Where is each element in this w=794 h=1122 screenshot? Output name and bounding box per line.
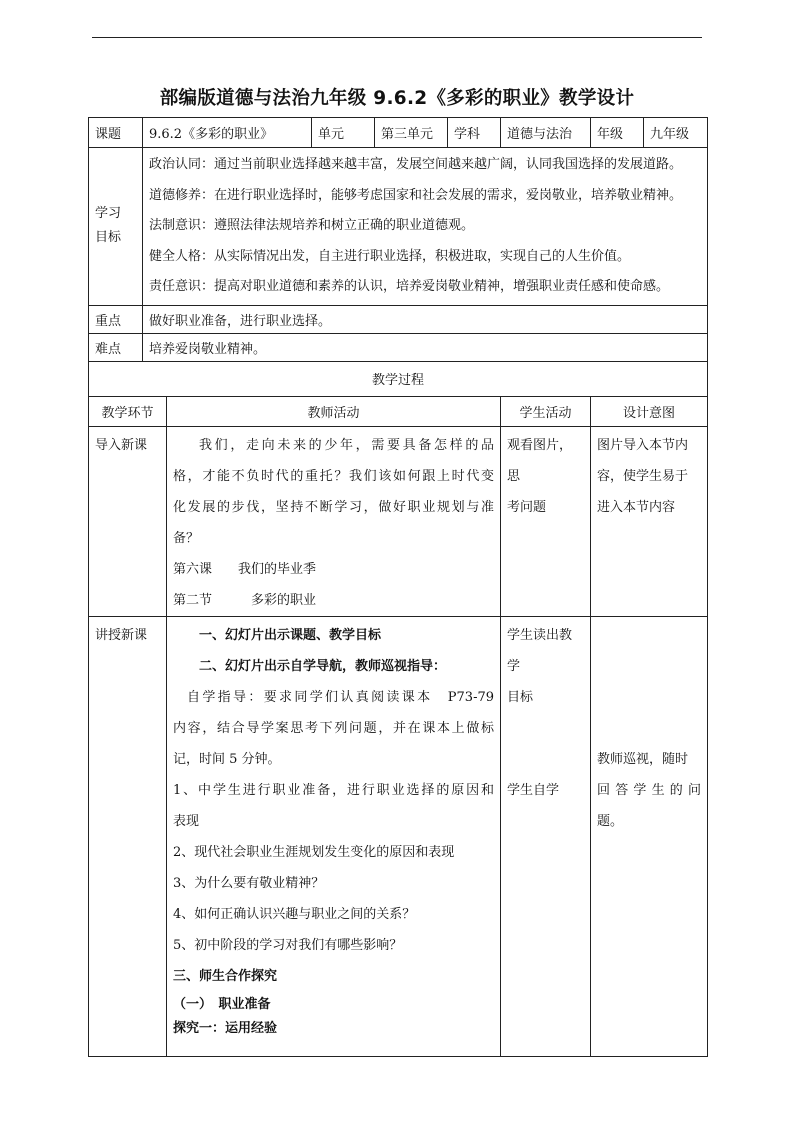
objectives-label: 学习 目标 bbox=[89, 148, 143, 306]
column-student: 学生活动 bbox=[501, 396, 591, 426]
subject-label: 学科 bbox=[448, 118, 501, 148]
text-line: 教师巡视，随时 bbox=[597, 751, 689, 767]
lesson-student bbox=[501, 616, 591, 1056]
text-line: 二、幻灯片出示自学导航，教师巡视指导： bbox=[199, 658, 447, 674]
text-line: 探究一：运用经验 bbox=[173, 1020, 278, 1036]
lesson-plan-table bbox=[88, 117, 708, 1057]
text-line: 第二节 多彩的职业 bbox=[173, 592, 317, 608]
text-line: 一、幻灯片出示课题、教学目标 bbox=[199, 627, 382, 643]
text-line: 目标 bbox=[507, 689, 534, 705]
key-point-row bbox=[89, 305, 708, 333]
column-header-row bbox=[89, 396, 708, 426]
objective-item: 政治认同：通过当前职业选择越来越丰富，发展空间越来越广阔，认同我国选择的发展道路。 bbox=[149, 157, 683, 172]
text-line: 格，才能不负时代的重托？我们该如何跟上时代变 bbox=[173, 468, 495, 484]
text-line: 图片导入本节内 bbox=[597, 437, 689, 453]
intro-teacher bbox=[167, 426, 501, 616]
grade-label: 年级 bbox=[591, 118, 644, 148]
intent-spacer bbox=[597, 620, 701, 744]
topic-label: 课题 bbox=[89, 118, 143, 148]
lesson-intent bbox=[591, 616, 708, 1056]
column-intent: 设计意图 bbox=[591, 396, 708, 426]
lesson-stage: 讲授新课 bbox=[89, 616, 167, 1056]
header-row bbox=[89, 118, 708, 148]
objective-item: 健全人格：从实际情况出发，自主进行职业选择，积极进取，实现自己的人生价值。 bbox=[149, 248, 631, 264]
text-line: 1、中学生进行职业准备，进行职业选择的原因和 bbox=[173, 782, 495, 798]
text-line: 我们，走向未来的少年，需要具备怎样的品 bbox=[199, 437, 495, 453]
text-line: 内容，结合导学案思考下列问题，并在课本上做标 bbox=[173, 720, 495, 736]
lesson-teacher bbox=[167, 616, 501, 1056]
key-point-value: 做好职业准备，进行职业选择。 bbox=[143, 305, 708, 333]
text-line: 2、现代社会职业生涯规划发生变化的原因和表现 bbox=[173, 844, 455, 860]
difficulty-row bbox=[89, 333, 708, 361]
difficulty-value: 培养爱岗敬业精神。 bbox=[143, 333, 708, 361]
intro-stage: 导入新课 bbox=[89, 426, 167, 616]
process-header-row bbox=[89, 361, 708, 396]
unit-label: 单元 bbox=[312, 118, 375, 148]
text-line bbox=[507, 713, 584, 744]
text-line bbox=[507, 744, 584, 775]
text-line: 回答学生的问 bbox=[597, 782, 702, 798]
text-line: 表现 bbox=[173, 813, 200, 829]
objective-item: 道德修养：在进行职业选择时，能够考虑国家和社会发展的需求，爱岗敬业，培养敬业精神。 bbox=[149, 187, 683, 203]
difficulty-label: 难点 bbox=[89, 333, 143, 361]
objectives-row bbox=[89, 148, 708, 306]
intro-row bbox=[89, 426, 708, 616]
document-title: 部编版道德与法治九年级 9.6.2《多彩的职业》教学设计 bbox=[159, 88, 635, 109]
topic-value: 9.6.2《多彩的职业》 bbox=[143, 118, 312, 148]
unit-value: 第三单元 bbox=[375, 118, 448, 148]
text-line: 自学指导：要求同学们认真阅读课本 P73-79 bbox=[187, 689, 495, 705]
text-line: 学生读出教学 bbox=[507, 627, 573, 674]
text-line: 三、师生合作探究 bbox=[173, 968, 278, 984]
column-stage: 教学环节 bbox=[89, 396, 167, 426]
lesson-row bbox=[89, 616, 708, 1056]
text-line: 4、如何正确认识兴趣与职业之间的关系？ bbox=[173, 906, 416, 922]
text-line: 观看图片，思 bbox=[507, 437, 573, 484]
process-header: 教学过程 bbox=[89, 361, 708, 396]
grade-value: 九年级 bbox=[644, 118, 708, 148]
text-line: 记，时间 5 分钟。 bbox=[173, 751, 281, 767]
text-line: 备？ bbox=[173, 530, 200, 546]
intro-intent bbox=[591, 426, 708, 616]
text-line: 学生自学 bbox=[507, 782, 560, 798]
text-line: 进入本节内容 bbox=[597, 499, 676, 515]
subject-value: 道德与法治 bbox=[501, 118, 591, 148]
key-point-label: 重点 bbox=[89, 305, 143, 333]
text-line: 考问题 bbox=[507, 499, 547, 515]
objective-item: 责任意识：提高对职业道德和素养的认识，培养爱岗敬业精神，增强职业责任感和使命感。 bbox=[149, 279, 670, 294]
text-line: 3、为什么要有敬业精神？ bbox=[173, 875, 325, 891]
text-line: （一） 职业准备 bbox=[173, 996, 271, 1012]
text-line: 化发展的步伐，坚持不断学习，做好职业规划与准 bbox=[173, 499, 495, 515]
column-teacher: 教师活动 bbox=[167, 396, 501, 426]
intro-student bbox=[501, 426, 591, 616]
header-rule bbox=[92, 37, 702, 38]
text-line: 容，使学生易于 bbox=[597, 468, 689, 484]
objectives-list bbox=[143, 148, 708, 306]
text-line: 5、初中阶段的学习对我们有哪些影响？ bbox=[173, 937, 403, 953]
objective-item: 法制意识：遵照法律法规培养和树立正确的职业道德观。 bbox=[149, 218, 475, 233]
text-line: 第六课 我们的毕业季 bbox=[173, 561, 317, 577]
text-line: 题。 bbox=[597, 813, 624, 829]
